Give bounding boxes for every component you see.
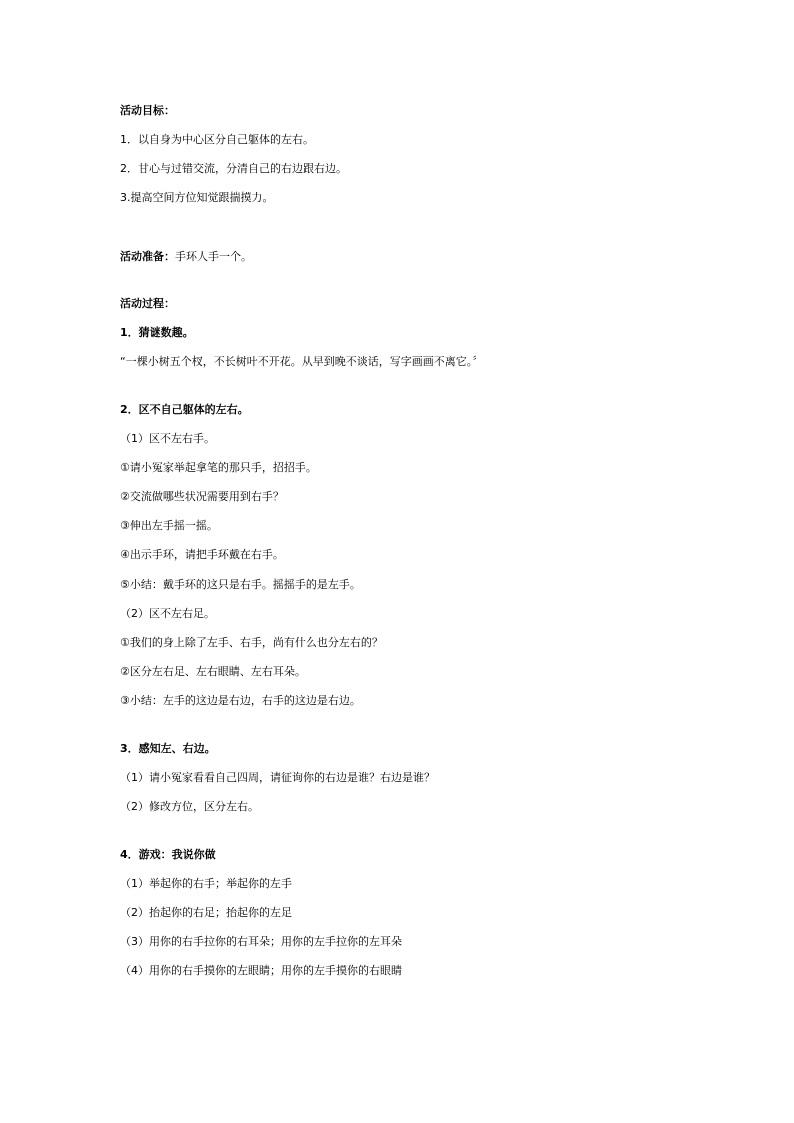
step-line: ③小结：左手的这边是右边，右手的这边是右边。 <box>120 694 361 707</box>
goal-item: 2．甘心与过错交流，分清自己的右边跟右边。 <box>120 162 347 175</box>
section-title: 1．猜谜数趣。 <box>120 326 194 339</box>
step-line: ①请小冤家举起拿笔的那只手，招招手。 <box>120 461 317 474</box>
step-line: （2）区不左右足。 <box>120 607 215 620</box>
section-title: 3．感知左、右边。 <box>120 742 216 755</box>
step-line: ②交流做哪些状况需要用到右手？ <box>120 490 284 503</box>
step-line: （3）用你的右手拉你的右耳朵；用你的左手拉你的左耳朵 <box>120 935 402 948</box>
step-line: （4）用你的右手摸你的左眼睛；用你的左手摸你的右眼睛 <box>120 964 402 977</box>
section-title: 4．游戏：我说你做 <box>120 848 216 861</box>
step-line: ①我们的身上除了左手、右手，尚有什么也分左右的？ <box>120 636 383 649</box>
step-line: ⑤小结：戴手环的这只是右手。摇摇手的是左手。 <box>120 578 361 591</box>
step-line: （1）举起你的右手；举起你的左手 <box>120 877 292 890</box>
step-line: ②区分左右足、左右眼睛、左右耳朵。 <box>120 665 306 678</box>
step-line: （1）请小冤家看看自己四周，请征询你的右边是谁？右边是谁？ <box>120 771 435 784</box>
step-line: （2）修改方位，区分左右。 <box>120 800 259 813</box>
process-heading: 活动过程： <box>120 297 175 310</box>
step-line: （1）区不左右手。 <box>120 432 215 445</box>
goal-item: 3.提高空间方位知觉跟揣摸力。 <box>120 191 274 204</box>
step-line: ④出示手环，请把手环戴在右手。 <box>120 548 284 561</box>
prep-text: 手环人手一个。 <box>175 250 252 263</box>
step-line: ③伸出左手摇一摇。 <box>120 519 218 532</box>
prep-heading: 活动准备： <box>120 250 175 263</box>
riddle-text: “一棵小树五个杈，不长树叶不开花。从早到晚不谈话，写字画画不离它。〞 <box>120 355 484 368</box>
goal-item: 1．以自身为中心区分自己躯体的左右。 <box>120 133 314 146</box>
goals-heading: 活动目标： <box>120 104 175 117</box>
step-line: （2）抬起你的右足；抬起你的左足 <box>120 906 292 919</box>
prep-paragraph <box>120 250 252 264</box>
section-title: 2．区不自己躯体的左右。 <box>120 403 249 416</box>
